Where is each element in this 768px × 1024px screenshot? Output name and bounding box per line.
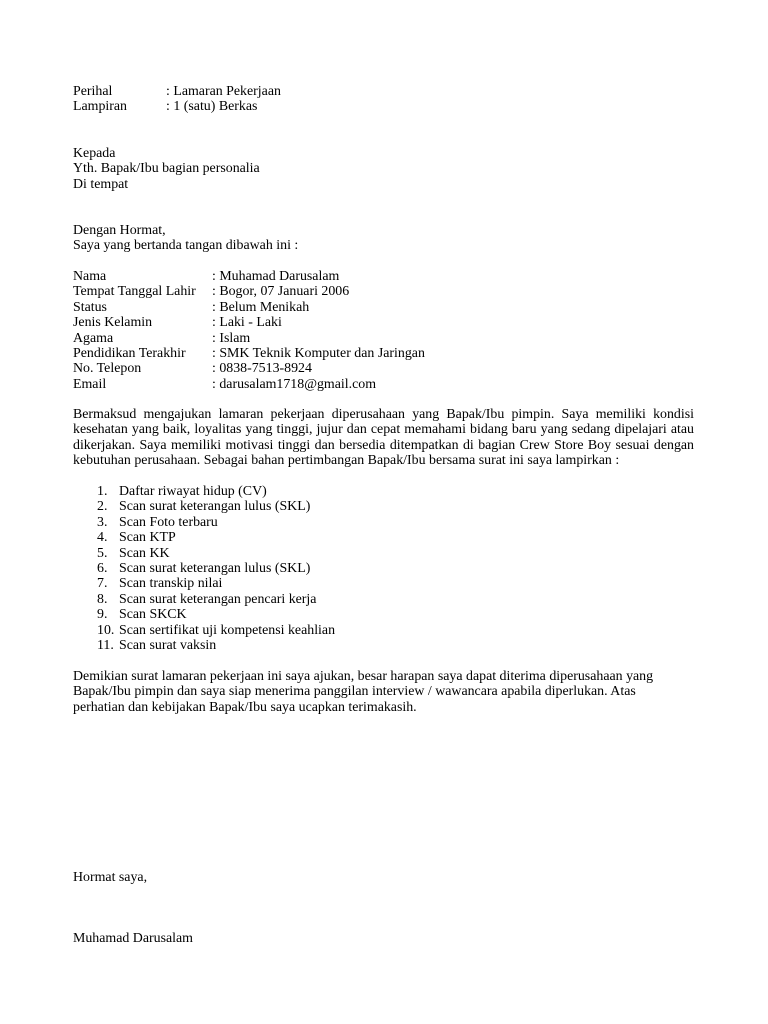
list-item	[73, 546, 335, 561]
list-item	[73, 638, 335, 653]
attachment-list	[73, 484, 335, 653]
bio-row	[73, 331, 425, 346]
letter-header	[73, 84, 281, 115]
list-item	[73, 499, 335, 514]
list-text: Scan surat keterangan pencari kerja	[119, 591, 317, 607]
bio-label: Agama	[73, 330, 114, 346]
list-number: 8.	[97, 591, 108, 607]
list-number: 1.	[97, 484, 108, 499]
list-text: Scan transkip nilai	[119, 576, 223, 592]
bio-value: : Bogor, 07 Januari 2006	[212, 284, 350, 300]
bio-row	[73, 284, 425, 299]
list-text: Scan Foto terbaru	[119, 514, 218, 530]
lampiran-row	[73, 99, 281, 114]
list-text: Scan KTP	[119, 530, 176, 546]
bio-label: Status	[73, 299, 107, 315]
bio-value: : SMK Teknik Komputer dan Jaringan	[212, 346, 425, 362]
bio-label: Nama	[73, 269, 107, 284]
list-item	[73, 576, 335, 591]
recipient-line-1: Kepada	[73, 146, 116, 161]
bio-label: Pendidikan Terakhir	[73, 346, 186, 362]
bio-value: : darusalam1718@gmail.com	[212, 376, 377, 392]
bio-label: Tempat Tanggal Lahir	[73, 284, 196, 300]
bio-row	[73, 361, 425, 376]
bio-label: No. Telepon	[73, 361, 142, 377]
list-text: Scan KK	[119, 545, 170, 561]
list-number: 10.	[97, 622, 115, 638]
list-text: Daftar riwayat hidup (CV)	[119, 484, 267, 499]
closing-line-1: Demikian surat lamaran pekerjaan ini saya ajukan, besar harapan saya dapat diterima diperusahaan yang	[73, 669, 654, 684]
list-text: Scan SKCK	[119, 607, 187, 623]
bio-row	[73, 377, 425, 392]
list-number: 5.	[97, 545, 108, 561]
signature-salutation: Hormat saya,	[73, 870, 148, 885]
perihal-row	[73, 84, 281, 99]
recipient-line-3: Di tempat	[73, 176, 129, 192]
bio-value: : Muhamad Darusalam	[212, 269, 340, 284]
perihal-value: : Lamaran Pekerjaan	[166, 84, 281, 99]
list-number: 2.	[97, 499, 108, 515]
closing-paragraph	[73, 669, 694, 715]
list-number: 3.	[97, 514, 108, 530]
closing-line-2: Bapak/Ibu pimpin dan saya siap menerima panggilan interview / wawancara apabila diperlukan. Atas	[73, 684, 636, 700]
recipient-line-2: Yth. Bapak/Ibu bagian personalia	[73, 161, 260, 177]
list-number: 4.	[97, 530, 108, 546]
list-item	[73, 530, 335, 545]
list-number: 7.	[97, 576, 108, 592]
list-number: 9.	[97, 607, 108, 623]
list-number: 11.	[97, 638, 114, 654]
list-item	[73, 623, 335, 638]
closing-line-3: perhatian dan kebijakan Bapak/Ibu saya ucapkan terimakasih.	[73, 699, 417, 715]
list-text: Scan surat vaksin	[119, 638, 217, 654]
motivation-paragraph: Bermaksud mengajukan lamaran pekerjaan diperusahaan yang Bapak/Ibu pimpin. Saya memiliki kondisi kesehatan yang baik, loyalitas yang tinggi, jujur dan cepat memahami bidang baru yang sedang dipelajari atau dikerjakan. Saya memiliki motivasi tinggi dan bersedia ditempatkan di bagian Crew Store Boy sesuai dengan kebutuhan perusahaan. Sebagai bahan pertimbangan Bapak/Ibu bersama surat ini saya lampirkan :	[73, 407, 694, 469]
lampiran-value: : 1 (satu) Berkas	[166, 99, 258, 115]
signature-name: Muhamad Darusalam	[73, 931, 193, 946]
bio-label: Email	[73, 376, 107, 392]
list-item	[73, 607, 335, 622]
bio-value: : Laki - Laki	[212, 315, 282, 331]
list-text: Scan surat keterangan lulus (SKL)	[119, 499, 311, 515]
bio-value: : 0838-7513-8924	[212, 361, 312, 377]
bio-value: : Belum Menikah	[212, 299, 310, 315]
list-text: Scan sertifikat uji kompetensi keahlian	[119, 622, 336, 638]
bio-table	[73, 269, 425, 392]
greeting: Dengan Hormat,	[73, 223, 166, 238]
bio-row	[73, 315, 425, 330]
list-item	[73, 484, 335, 499]
bio-row	[73, 346, 425, 361]
list-text: Scan surat keterangan lulus (SKL)	[119, 561, 311, 577]
recipient-block	[73, 146, 260, 192]
perihal-label: Perihal	[73, 84, 113, 99]
list-number: 6.	[97, 561, 108, 577]
opening-block	[73, 223, 298, 254]
bio-value: : Islam	[212, 330, 251, 346]
bio-label: Jenis Kelamin	[73, 315, 153, 331]
intro-line: Saya yang bertanda tangan dibawah ini :	[73, 238, 299, 254]
list-item	[73, 515, 335, 530]
list-item	[73, 592, 335, 607]
list-item	[73, 561, 335, 576]
bio-row	[73, 300, 425, 315]
bio-row	[73, 269, 425, 284]
lampiran-label: Lampiran	[73, 99, 127, 115]
